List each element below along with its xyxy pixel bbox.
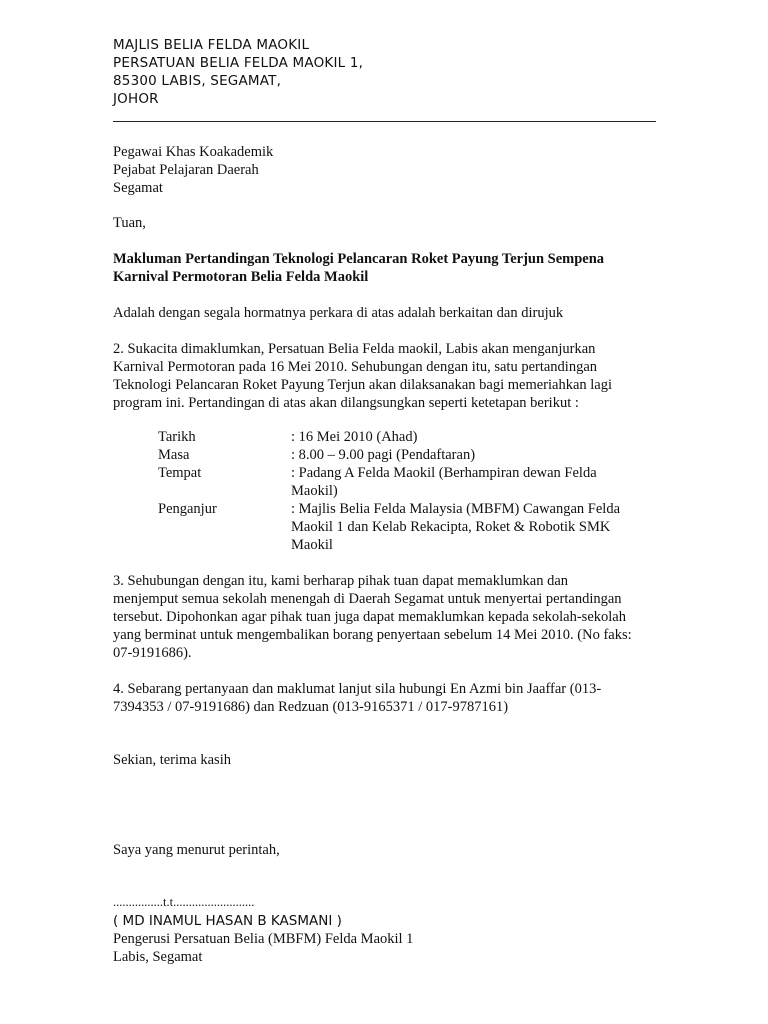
paragraph-line: 4. Sebarang pertanyaan dan maklumat lanjut sila hubungi En Azmi bin Jaaffar (013-: [113, 681, 602, 697]
detail-row-penganjur: [158, 500, 658, 554]
sender-line: 85300 LABIS, SEGAMAT,: [113, 73, 282, 89]
detail-value: [291, 446, 658, 464]
paragraph-line: program ini. Pertandingan di atas akan dilangsungkan seperti ketetapan berikut :: [113, 395, 579, 411]
paragraph-line: menjemput semua sekolah menengah di Daerah Segamat untuk menyertai pertandingan: [113, 591, 622, 607]
paragraph-line: tersebut. Dipohonkan agar pihak tuan juga dapat memaklumkan kepada sekolah-sekolah: [113, 609, 626, 625]
signatory-name: ( MD INAMUL HASAN B KASMANI ): [113, 913, 342, 929]
detail-value: [291, 428, 658, 446]
detail-value: [291, 464, 658, 500]
event-details: [158, 428, 658, 554]
detail-value: [291, 500, 658, 554]
recipient-address: [113, 143, 658, 197]
paragraph-4: [113, 680, 658, 716]
detail-value-line: Maokil 1 dan Kelab Rekacipta, Roket & Robotik SMK: [291, 519, 611, 535]
paragraph-line: yang berminat untuk mengembalikan borang penyertaan sebelum 14 Mei 2010. (No faks:: [113, 627, 632, 643]
salutation: Tuan,: [113, 215, 146, 231]
detail-label: Tempat: [158, 465, 202, 481]
sender-line: JOHOR: [113, 91, 159, 107]
recipient-line: Pegawai Khas Koakademik: [113, 144, 274, 160]
subject-heading: [113, 250, 658, 286]
paragraph-line: 7394353 / 07-9191686) dan Redzuan (013-9165371 / 017-9787161): [113, 699, 509, 715]
detail-label: Penganjur: [158, 501, 217, 517]
sender-line: PERSATUAN BELIA FELDA MAOKIL 1,: [113, 55, 364, 71]
signoff: Saya yang menurut perintah,: [113, 842, 280, 858]
signatory-block: [113, 912, 658, 966]
signatory-title: Pengerusi Persatuan Belia (MBFM) Felda Maokil 1: [113, 931, 414, 947]
detail-row-masa: [158, 446, 658, 464]
header-divider: [113, 121, 656, 122]
detail-label: Masa: [158, 447, 190, 463]
subject-line: Karnival Permotoran Belia Felda Maokil: [113, 269, 369, 285]
detail-label: Tarikh: [158, 429, 196, 445]
paragraph-1: Adalah dengan segala hormatnya perkara di atas adalah berkaitan dan dirujuk: [113, 305, 564, 321]
sender-line: MAJLIS BELIA FELDA MAOKIL: [113, 37, 310, 53]
paragraph-line: 3. Sehubungan dengan itu, kami berharap pihak tuan dapat memaklumkan dan: [113, 573, 569, 589]
paragraph-line: Karnival Permotoran pada 16 Mei 2010. Sehubungan dengan itu, satu pertandingan: [113, 359, 598, 375]
signature-dots: ................t.t..........................: [113, 895, 255, 909]
paragraph-3: [113, 572, 658, 662]
paragraph-line: Teknologi Pelancaran Roket Payung Terjun akan dilaksanakan bagi memeriahkan lagi: [113, 377, 613, 393]
recipient-line: Segamat: [113, 180, 163, 196]
recipient-line: Pejabat Pelajaran Daerah: [113, 162, 259, 178]
detail-value-line: : Padang A Felda Maokil (Berhampiran dewan Felda: [291, 465, 597, 481]
sender-address: [113, 36, 363, 108]
detail-value-line: : Majlis Belia Felda Malaysia (MBFM) Cawangan Felda: [291, 501, 621, 517]
subject-line: Makluman Pertandingan Teknologi Pelancaran Roket Payung Terjun Sempena: [113, 251, 605, 267]
paragraph-2: [113, 340, 658, 412]
signatory-place: Labis, Segamat: [113, 949, 203, 965]
paragraph-line: 2. Sukacita dimaklumkan, Persatuan Belia Felda maokil, Labis akan menganjurkan: [113, 341, 596, 357]
paragraph-line: 07-9191686).: [113, 645, 192, 661]
detail-value-line: Maokil: [291, 537, 333, 553]
detail-row-tempat: [158, 464, 658, 500]
closing: Sekian, terima kasih: [113, 752, 231, 768]
detail-value-line: Maokil): [291, 483, 338, 499]
detail-value-line: : 16 Mei 2010 (Ahad): [291, 429, 418, 445]
detail-value-line: : 8.00 – 9.00 pagi (Pendaftaran): [291, 447, 476, 463]
detail-row-tarikh: [158, 428, 658, 446]
